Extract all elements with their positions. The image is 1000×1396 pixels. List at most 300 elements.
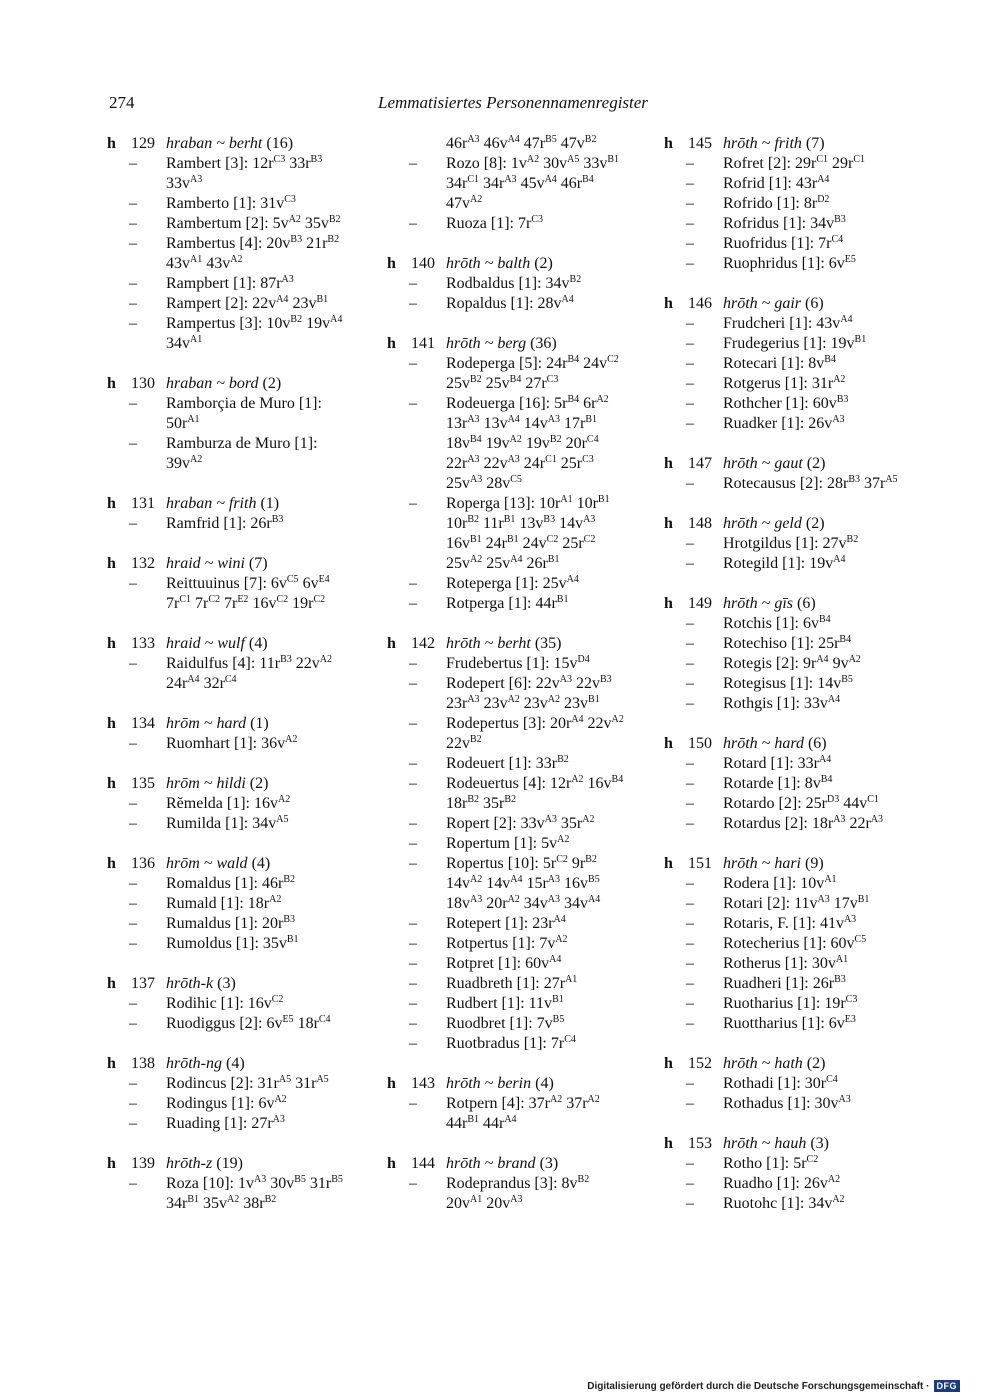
item-dash: – (409, 855, 417, 872)
name-item (107, 794, 345, 814)
name-item (107, 394, 345, 434)
item-dash: – (409, 575, 417, 592)
entry-letter: h (664, 855, 673, 872)
dfg-logo: DFG (934, 1380, 961, 1392)
index-entry (387, 254, 625, 314)
item-text: Rotpertus [1]: $7v^{A2}$ (446, 934, 568, 952)
item-dash: – (686, 1015, 694, 1032)
item-text: Ruading [1]: $27r^{A3}$ (166, 1114, 285, 1132)
item-text: Ropertum [1]: $5v^{A2}$ (446, 834, 570, 852)
name-item (664, 754, 904, 774)
item-text: Ropertus [10]: $5r^{C2}$ $9r^{B2}$ $14v^{A2}$ $14v^{A4}$ $15r^{A3}$ $16v^{B5}$ $18v^{A3}$ $20r^{A2}$ $34v^{A3}$ $34v^{A4}$ (446, 854, 601, 912)
entry-count: (6) (807, 735, 827, 752)
entry-lemma: hrōth ~ berin (446, 1075, 532, 1092)
item-dash: – (686, 255, 694, 272)
item-dash: – (686, 1195, 694, 1212)
item-dash: – (686, 335, 694, 352)
entry-number: 138 (131, 1055, 155, 1072)
entry-heading (387, 1154, 625, 1174)
item-text: Rotpret [1]: $60v^{A4}$ (446, 954, 562, 972)
entry-count: (3) (539, 1155, 559, 1172)
index-entry (107, 854, 345, 954)
entry-count: (16) (266, 135, 294, 152)
entry-number: 139 (131, 1155, 155, 1172)
entry-number: 152 (688, 1055, 712, 1072)
item-text: Rofret [2]: $29r^{C1}$ $29r^{C1}$ (723, 154, 865, 172)
name-item (107, 574, 345, 614)
entry-count: (7) (805, 135, 825, 152)
name-item (664, 774, 904, 794)
item-text: Rotchis [1]: $6v^{B4}$ (723, 614, 831, 632)
item-text: Rofrido [1]: $8r^{D2}$ (723, 194, 830, 212)
entry-number: 149 (688, 595, 712, 612)
entry-heading (387, 634, 625, 654)
entry-letter: h (107, 1055, 116, 1072)
item-text: Rofrid [1]: $43r^{A4}$ (723, 174, 830, 192)
index-entry (107, 494, 345, 534)
index-entry (664, 1054, 904, 1114)
entry-number: 133 (131, 635, 155, 652)
item-text: Ruotharius [1]: $19r^{C3}$ (723, 994, 858, 1012)
item-dash: – (129, 895, 137, 912)
name-item (387, 1094, 625, 1134)
item-text: Rotecari [1]: $8v^{B4}$ (723, 354, 836, 372)
entry-lemma: hrōth ~ hari (723, 855, 801, 872)
entry-lemma: hrōth ~ balth (446, 255, 531, 272)
name-item (664, 654, 904, 674)
item-dash: – (686, 955, 694, 972)
continuation-line: $46r^{A3}$ $46v^{A4}$ $47r^{B5}$ $47v^{B2}$ (446, 134, 597, 152)
item-text: Ruadho [1]: $26v^{A2}$ (723, 1174, 841, 1192)
entry-number: 141 (411, 335, 435, 352)
item-dash: – (129, 315, 137, 332)
item-text: Rozo [8]: $1v^{A2}$ $30v^{A5}$ $33v^{B1}$ $34r^{C1}$ $34r^{A3}$ $45v^{A4}$ $46r^{B4}$ $47v^{A2}$ (446, 154, 620, 212)
item-dash: – (409, 155, 417, 172)
index-entry (387, 334, 625, 614)
name-item (664, 474, 904, 494)
entry-heading (664, 594, 904, 614)
entry-heading (107, 634, 345, 654)
item-text: Romaldus [1]: $46r^{B2}$ (166, 874, 295, 892)
entry-heading (107, 1154, 345, 1174)
item-dash: – (129, 995, 137, 1012)
item-text: Ruodbret [1]: $7v^{B5}$ (446, 1014, 565, 1032)
item-dash: – (409, 355, 417, 372)
item-text: Ruophridus [1]: $6v^{E5}$ (723, 254, 856, 272)
item-text: Rambert [3]: $12r^{C3}$ $33r^{B3}$ $33v^{A3}$ (166, 154, 323, 192)
index-entry (107, 374, 345, 474)
entry-lemma: hrōth-ng (166, 1055, 222, 1072)
index-entry (107, 1054, 345, 1134)
index-entry (107, 714, 345, 754)
item-text: Ruotbradus [1]: $7r^{C4}$ (446, 1034, 576, 1052)
entry-letter: h (664, 455, 673, 472)
item-dash: – (686, 235, 694, 252)
item-dash: – (129, 1015, 137, 1032)
item-text: Frudegerius [1]: $19v^{B1}$ (723, 334, 867, 352)
entry-count: (2) (249, 775, 269, 792)
entry-count: (2) (805, 515, 825, 532)
entry-number: 142 (411, 635, 435, 652)
entry-lemma: hrōth ~ hauh (723, 1135, 807, 1152)
entry-lemma: hrōth ~ gaut (723, 455, 803, 472)
name-item (107, 1114, 345, 1134)
item-dash: – (686, 155, 694, 172)
column-2 (387, 134, 625, 1234)
entry-lemma: hrōm ~ wald (166, 855, 248, 872)
item-text: Rotegild [1]: $19v^{A4}$ (723, 554, 846, 572)
name-item (107, 914, 345, 934)
name-item (664, 1174, 904, 1194)
name-item (107, 514, 345, 534)
name-item (107, 234, 345, 274)
entry-number: 135 (131, 775, 155, 792)
name-item (387, 294, 625, 314)
item-text: Rotegis [2]: $9r^{A4}$ $9v^{A2}$ (723, 654, 861, 672)
entry-heading (387, 334, 625, 354)
index-entry (387, 634, 625, 1054)
name-item (107, 654, 345, 694)
entry-letter: h (107, 975, 116, 992)
item-text: Rotari [2]: $11v^{A3}$ $17v^{B1}$ (723, 894, 870, 912)
item-dash: – (409, 715, 417, 732)
name-item (387, 394, 625, 494)
index-entry (664, 594, 904, 714)
name-item (387, 574, 625, 594)
name-item (387, 914, 625, 934)
item-text: Rotecherius [1]: $60v^{C5}$ (723, 934, 867, 952)
index-entry (664, 454, 904, 494)
item-dash: – (409, 835, 417, 852)
name-item (387, 854, 625, 914)
entry-lemma: hrōth ~ hath (723, 1055, 803, 1072)
item-dash: – (686, 615, 694, 632)
entry-count: (7) (248, 555, 268, 572)
entry-letter: h (664, 735, 673, 752)
item-dash: – (129, 235, 137, 252)
name-item (387, 214, 625, 234)
item-dash: – (686, 795, 694, 812)
item-text: Rudbert [1]: $11v^{B1}$ (446, 994, 564, 1012)
entry-heading (107, 494, 345, 514)
item-dash: – (129, 915, 137, 932)
item-text: Rambertus [4]: $20v^{B3}$ $21r^{B2}$ $43v^{A1}$ $43v^{A2}$ (166, 234, 340, 272)
item-dash: – (686, 675, 694, 692)
name-item (664, 394, 904, 414)
entry-letter: h (387, 255, 396, 272)
item-dash: – (686, 635, 694, 652)
item-dash: – (409, 1175, 417, 1192)
name-item (387, 1174, 625, 1214)
name-item (387, 354, 625, 394)
entry-number: 147 (688, 455, 712, 472)
item-text: Frudcheri [1]: $43v^{A4}$ (723, 314, 853, 332)
entry-number: 151 (688, 855, 712, 872)
name-item (664, 894, 904, 914)
item-text: Rodeuerga [16]: $5r^{B4}$ $6r^{A2}$ $13r^{A3}$ $13v^{A4}$ $14v^{A3}$ $17r^{B1}$ $18v^{B4}$ $19v^{A2}$ $19v^{B2}$ $20r^{C4}$ $22r^{A3}$ $22v^{A3}$ $24r^{C1}$ $25r^{C3}$ $25v^{A3}$ $28v^{C5}$ (446, 394, 609, 492)
item-dash: – (129, 875, 137, 892)
entry-lemma: hraid ~ wulf (166, 635, 245, 652)
name-item (387, 754, 625, 774)
index-entry (664, 854, 904, 1034)
item-dash: – (686, 755, 694, 772)
name-item (107, 1094, 345, 1114)
entry-lemma: hraban ~ bord (166, 375, 259, 392)
name-item (387, 674, 625, 714)
entry-letter: h (664, 295, 673, 312)
entry-heading (664, 134, 904, 154)
name-item (664, 634, 904, 654)
item-text: Rampbert [1]: $87r^{A3}$ (166, 274, 294, 292)
name-item (664, 174, 904, 194)
item-text: Rodbaldus [1]: $34v^{B2}$ (446, 274, 582, 292)
entry-count: (2) (806, 1055, 826, 1072)
item-dash: – (686, 1155, 694, 1172)
entry-letter: h (107, 635, 116, 652)
item-text: Ruadheri [1]: $26r^{B3}$ (723, 974, 846, 992)
item-text: Rumilda [1]: $34v^{A5}$ (166, 814, 289, 832)
item-dash: – (686, 1095, 694, 1112)
item-dash: – (409, 275, 417, 292)
item-dash: – (409, 675, 417, 692)
name-item (664, 934, 904, 954)
name-item (107, 934, 345, 954)
item-dash: – (686, 815, 694, 832)
index-entry (387, 154, 625, 234)
column-1 (107, 134, 345, 1234)
item-dash: – (686, 195, 694, 212)
item-text: Ramberto [1]: $31v^{C3}$ (166, 194, 296, 212)
entry-number: 134 (131, 715, 155, 732)
item-text: Ruottharius [1]: $6v^{E3}$ (723, 1014, 856, 1032)
entry-count: (36) (530, 335, 557, 352)
name-item (107, 894, 345, 914)
item-text: Rodeprandus [3]: $8v^{B2}$ $20v^{A1}$ $20v^{A3}$ (446, 1174, 590, 1212)
page-number: 274 (109, 93, 135, 112)
name-item (664, 794, 904, 814)
entry-count: (3) (217, 975, 236, 992)
name-item (664, 1094, 904, 1114)
entry-lemma: hrōth ~ berg (446, 335, 527, 352)
name-item (664, 314, 904, 334)
name-item (107, 734, 345, 754)
item-dash: – (129, 395, 137, 412)
entry-letter: h (664, 1135, 673, 1152)
name-item (387, 1034, 625, 1054)
name-item (664, 1074, 904, 1094)
item-dash: – (129, 735, 137, 752)
entry-count: (1) (250, 715, 269, 732)
name-item (664, 954, 904, 974)
name-item (387, 934, 625, 954)
item-text: Rotarde [1]: $8v^{B4}$ (723, 774, 833, 792)
item-dash: – (129, 1115, 137, 1132)
item-dash: – (409, 995, 417, 1012)
entry-letter: h (107, 375, 116, 392)
entry-count: (35) (534, 635, 562, 652)
item-text: Rotho [1]: $5r^{C2}$ (723, 1154, 819, 1172)
item-text: Ruomhart [1]: $36v^{A2}$ (166, 734, 298, 752)
entry-number: 132 (131, 555, 155, 572)
item-text: Ropert [2]: $33v^{A3}$ $35r^{A2}$ (446, 814, 595, 832)
name-item (664, 354, 904, 374)
entry-heading (107, 1054, 345, 1074)
entry-lemma: hrōth-z (166, 1155, 213, 1172)
entry-count: (4) (248, 635, 268, 652)
item-text: Reittuuinus [7]: $6v^{C5}$ $6v^{E4}$ $7r^{C1}$ $7r^{C2}$ $7r^{E2}$ $16v^{C2}$ $19r^{C2}$ (166, 574, 330, 612)
name-item (664, 914, 904, 934)
entry-lemma: hrōth ~ hard (723, 735, 804, 752)
name-item (387, 974, 625, 994)
item-text: Rodingus [1]: $6v^{A2}$ (166, 1094, 287, 1112)
entry-count: (4) (535, 1075, 554, 1092)
entry-lemma: hrōth ~ geld (723, 515, 802, 532)
index-entry (664, 1134, 904, 1214)
item-dash: – (686, 555, 694, 572)
name-item (664, 414, 904, 434)
item-text: Ruotohc [1]: $34v^{A2}$ (723, 1194, 845, 1212)
index-entry (107, 554, 345, 614)
entry-letter: h (664, 135, 673, 152)
name-item (387, 594, 625, 614)
item-dash: – (686, 415, 694, 432)
item-dash: – (686, 1175, 694, 1192)
item-dash: – (409, 775, 417, 792)
item-dash: – (686, 895, 694, 912)
entry-count: (4) (251, 855, 271, 872)
item-text: Rothgis [1]: $33v^{A4}$ (723, 694, 841, 712)
item-text: Roza [10]: $1v^{A3}$ $30v^{B5}$ $31r^{B5}$ $34r^{B1}$ $35v^{A2}$ $38r^{B2}$ (166, 1174, 343, 1212)
item-dash: – (409, 215, 417, 232)
entry-number: 131 (131, 495, 155, 512)
name-item (107, 274, 345, 294)
name-item (664, 1014, 904, 1034)
footer-text: Digitalisierung gefördert durch die Deutsche Forschungsgemeinschaft · (587, 1380, 930, 1392)
entry-count: (6) (797, 595, 816, 612)
name-item (664, 974, 904, 994)
item-dash: – (409, 975, 417, 992)
entry-number: 153 (688, 1135, 712, 1152)
index-entry (664, 514, 904, 574)
item-dash: – (409, 1015, 417, 1032)
index-entry (107, 634, 345, 694)
item-dash: – (686, 655, 694, 672)
item-dash: – (686, 355, 694, 372)
entry-number: 143 (411, 1075, 435, 1092)
index-entry (387, 1074, 625, 1134)
entry-heading (664, 734, 904, 754)
item-text: Rofridus [1]: $34v^{B3}$ (723, 214, 846, 232)
item-text: Rampertus [3]: $10v^{B2}$ $19v^{A4}$ $34v^{A1}$ (166, 314, 343, 352)
entry-heading (664, 1054, 904, 1074)
item-dash: – (686, 995, 694, 1012)
item-dash: – (129, 1095, 137, 1112)
index-entry (664, 134, 904, 274)
entry-heading (107, 714, 345, 734)
item-text: Ruadker [1]: $26v^{A3}$ (723, 414, 845, 432)
name-item (107, 194, 345, 214)
item-text: Rodeuert [1]: $33r^{B2}$ (446, 754, 569, 772)
entry-letter: h (387, 335, 396, 352)
item-text: Rotardo [2]: $25r^{D3}$ $44v^{C1}$ (723, 794, 879, 812)
item-dash: – (686, 475, 694, 492)
name-item (664, 694, 904, 714)
item-text: Rumaldus [1]: $20r^{B3}$ (166, 914, 295, 932)
item-dash: – (129, 155, 137, 172)
item-dash: – (129, 435, 137, 452)
item-dash: – (686, 535, 694, 552)
entry-number: 148 (688, 515, 712, 532)
item-text: Ramfrid [1]: $26r^{B3}$ (166, 514, 284, 532)
name-item (387, 494, 625, 574)
item-dash: – (129, 295, 137, 312)
entry-number: 150 (688, 735, 712, 752)
item-dash: – (409, 1035, 417, 1052)
entry-heading (107, 554, 345, 574)
item-text: Roperga [13]: $10r^{A1}$ $10r^{B1}$ $10r^{B2}$ $11r^{B1}$ $13v^{B3}$ $14v^{A3}$ $16v^{B1}$ $24r^{B1}$ $24v^{C2}$ $25r^{C2}$ $25v^{A2}$ $25v^{A4}$ $26r^{B1}$ (446, 494, 610, 572)
name-item (664, 234, 904, 254)
index-entry (387, 1154, 625, 1214)
item-text: Frudebertus [1]: $15v^{D4}$ (446, 654, 590, 672)
item-dash: – (129, 575, 137, 592)
item-dash: – (129, 1075, 137, 1092)
entry-heading (107, 854, 345, 874)
item-dash: – (129, 1175, 137, 1192)
name-item (107, 214, 345, 234)
item-text: Rotgerus [1]: $31r^{A2}$ (723, 374, 846, 392)
item-dash: – (129, 195, 137, 212)
index-entry (107, 774, 345, 834)
item-text: Rotpern [4]: $37r^{A2}$ $37r^{A2}$ $44r^{B1}$ $44r^{A4}$ (446, 1094, 600, 1132)
entry-heading (107, 374, 345, 394)
item-text: Rodihic [1]: $16v^{C2}$ (166, 994, 284, 1012)
item-dash: – (129, 275, 137, 292)
entry-count: (3) (810, 1135, 829, 1152)
item-text: Rotperga [1]: $44r^{B1}$ (446, 594, 569, 612)
name-item (107, 874, 345, 894)
name-item (107, 434, 345, 474)
entry-letter: h (664, 1055, 673, 1072)
entry-letter: h (107, 495, 116, 512)
entry-letter: h (107, 775, 116, 792)
item-dash: – (129, 795, 137, 812)
entry-heading (664, 1134, 904, 1154)
item-dash: – (686, 695, 694, 712)
name-item (387, 994, 625, 1014)
entry-letter: h (664, 515, 673, 532)
item-text: Rodepertus [3]: $20r^{A4}$ $22v^{A2}$ $22v^{B2}$ (446, 714, 624, 752)
entry-count: (6) (805, 295, 824, 312)
entry-letter: h (387, 635, 396, 652)
name-item (664, 994, 904, 1014)
item-dash: – (409, 1095, 417, 1112)
item-text: Rodeuertus [4]: $12r^{A2}$ $16v^{B4}$ $18r^{B2}$ $35r^{B2}$ (446, 774, 624, 812)
entry-lemma: hrōth ~ berht (446, 635, 531, 652)
name-item (664, 554, 904, 574)
item-text: Rampert [2]: $22v^{A4}$ $23v^{B1}$ (166, 294, 329, 312)
entry-lemma: hrōth ~ frith (723, 135, 802, 152)
entry-heading (664, 514, 904, 534)
entry-count: (2) (806, 455, 826, 472)
entry-count: (2) (262, 375, 282, 392)
item-dash: – (409, 935, 417, 952)
item-dash: – (129, 815, 137, 832)
name-item (107, 994, 345, 1014)
name-item (664, 194, 904, 214)
entry-lemma: hrōm ~ hard (166, 715, 247, 732)
item-dash: – (129, 215, 137, 232)
name-item (664, 1154, 904, 1174)
